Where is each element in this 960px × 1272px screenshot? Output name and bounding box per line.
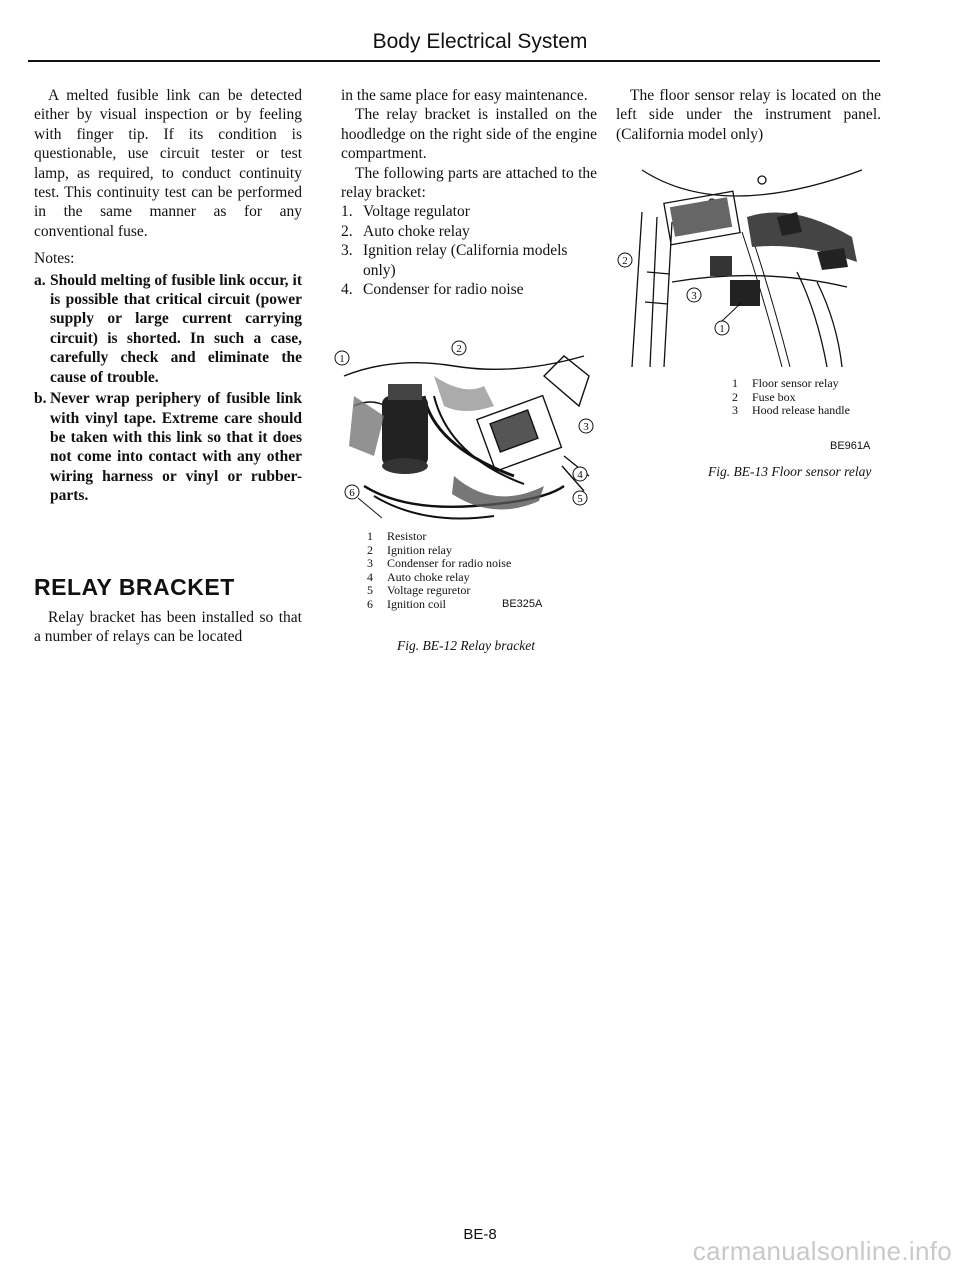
list-item: 2. Auto choke relay <box>341 222 470 240</box>
continued-paragraph: in the same place for easy maintenance. <box>341 87 588 104</box>
callout-4: 4 <box>577 469 583 481</box>
list-item: 4. Condenser for radio noise <box>341 281 524 299</box>
attached-parts-list <box>341 202 597 299</box>
attached-parts-paragraph: The following parts are attached to the relay bracket: <box>341 164 597 202</box>
relay-bracket-intro: Relay bracket has been installed so that a number of relays can be located <box>34 609 302 646</box>
legend-row: 4 Auto choke relay <box>367 569 470 584</box>
list-item: 3. Ignition relay (California models only) <box>341 242 568 279</box>
note-text: Should melting of fusible link occur, it is possible that critical circuit (power supply or large current carrying circuit) is shorted. In such a case, carefully check and eliminate the cause of trouble. <box>50 271 302 386</box>
legend-row: 2 Ignition relay <box>367 542 452 557</box>
callout-3: 3 <box>691 290 697 302</box>
fig12-caption: Fig. BE-12 Relay bracket <box>397 638 535 653</box>
page-number: BE-8 <box>463 1226 497 1243</box>
fig13-legend <box>732 377 882 418</box>
relay-bracket-illustration <box>334 336 604 526</box>
floor-sensor-relay-illustration <box>612 162 882 372</box>
fusible-link-intro: A melted fusible link can be detected either by visual inspection or by feeling with finger tip. If its condition is questionable, use circuit tester or test lamp, as required, to conduct continuity test. This continuity test can be performed in the same manner as for any conventional fuse. <box>34 87 302 240</box>
callout-2: 2 <box>456 343 462 355</box>
note-text: Never wrap periphery of fusible link with vinyl tape. Extreme care should be taken with this link so that it does not come into contact with any other wiring harness or vinyl or rubber-parts. <box>50 390 302 505</box>
page-header-title: Body Electrical System <box>372 30 588 53</box>
fig13-caption: Fig. BE-13 Floor sensor relay <box>708 464 872 479</box>
callout-1: 1 <box>719 323 725 335</box>
legend-row: 1 Resistor <box>367 529 427 543</box>
floor-sensor-paragraph: The floor sensor relay is located on the left side under the instrument panel. (California model only) <box>616 87 881 143</box>
column-right <box>616 86 881 152</box>
figure-code: BE325A <box>502 597 543 610</box>
legend-row: 3 Condenser for radio noise <box>367 556 512 571</box>
notes-label: Notes: <box>34 250 75 268</box>
list-item: 1. Voltage regulator <box>341 203 470 221</box>
section-heading-relay-bracket: RELAY BRACKET <box>34 574 235 600</box>
column-middle <box>341 86 597 299</box>
relay-location-paragraph: The relay bracket is installed on the hoodledge on the right side of the engine compartment. <box>341 106 597 163</box>
note-item <box>34 389 302 505</box>
callout-3: 3 <box>583 421 589 433</box>
legend-row: 1 Floor sensor relay <box>732 376 839 390</box>
callout-1: 1 <box>339 353 345 365</box>
note-marker: a. <box>34 271 46 289</box>
note-marker: b. <box>34 390 47 408</box>
legend-row: 5 Voltage reguretor <box>367 583 471 598</box>
header-rule <box>28 60 880 62</box>
legend-row: 6 Ignition coil BE325A <box>367 596 543 611</box>
column-left <box>34 86 302 508</box>
callout-5: 5 <box>577 493 583 505</box>
callout-2: 2 <box>622 255 628 267</box>
legend-row: 3 Hood release handle <box>732 403 850 418</box>
figure-code: BE961A <box>830 440 871 452</box>
fig12-legend <box>367 530 597 612</box>
callout-6: 6 <box>349 487 355 499</box>
legend-row: 2 Fuse box <box>732 389 796 404</box>
note-item <box>34 271 302 387</box>
watermark: carmanualsonline.info <box>692 1236 952 1266</box>
